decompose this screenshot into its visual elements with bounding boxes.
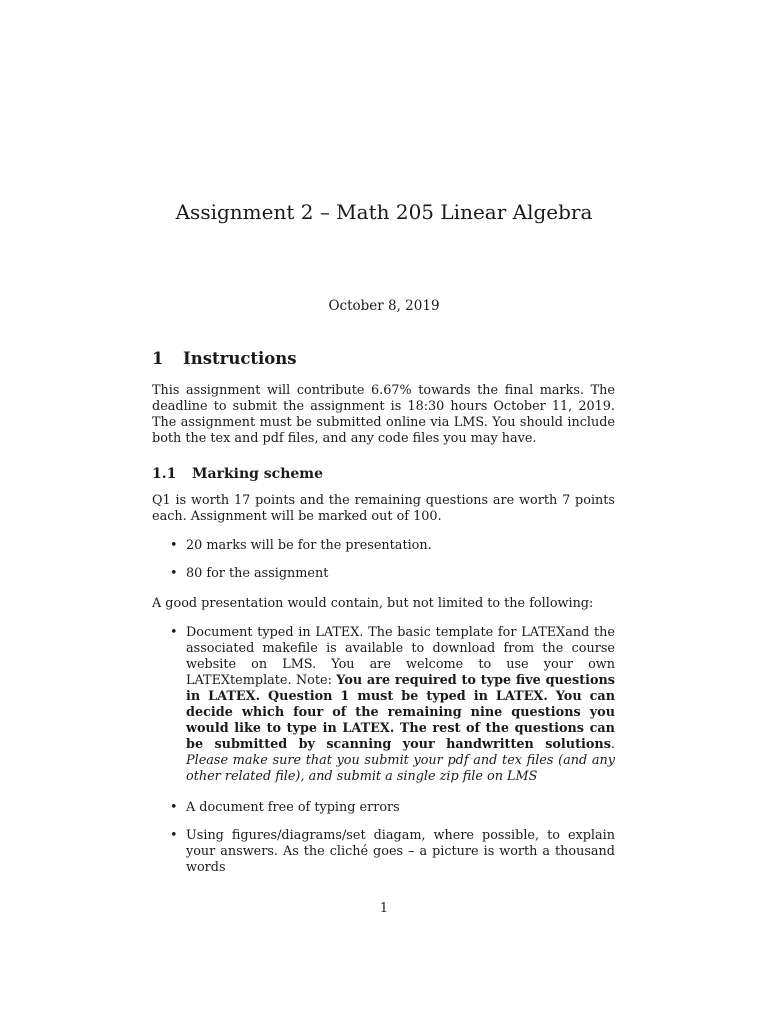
bullet-icon: • [170, 566, 178, 581]
bullet-text-part: Document typed in LATEX. The basic template for LATEXand the associated makefile is available to download from the course website on LMS. You are welcome to use your own LATEXtemplate. Note: [186, 625, 615, 688]
list-item [170, 538, 615, 554]
page-number: 1 [379, 901, 389, 916]
list-item-text: 80 for the assignment [186, 566, 329, 581]
bullet-icon: • [170, 538, 178, 553]
list-item-text [186, 625, 615, 785]
bullet-icon: • [170, 828, 178, 843]
bullet-icon: • [170, 625, 178, 640]
list-item-text: A document free of typing errors [186, 800, 400, 815]
section-heading-instructions [152, 349, 297, 368]
bullet-text-italic: Please make sure that you submit your pdf and tex files (and any other related file), and submit a single zip file on LMS [186, 753, 615, 784]
presentation-intro-text: A good presentation would contain, but not limited to the following: [152, 596, 594, 611]
marking-text: Q1 is worth 17 points and the remaining questions are worth 7 points each. Assignment will be marked out of 100. [152, 493, 615, 524]
instructions-text: This assignment will contribute 6.67% towards the final marks. The deadline to submit the assignment is 18:30 hours October 11, 2019. The assignment must be submitted online via LMS. You should include both the tex and pdf files, and any code files you may have. [152, 383, 615, 446]
list-item [170, 828, 615, 876]
bullet-icon: • [170, 800, 178, 815]
section-title: Instructions [183, 349, 297, 368]
list-item [170, 566, 615, 582]
subsection-title: Marking scheme [192, 466, 324, 482]
list-item-text: 20 marks will be for the presentation. [186, 538, 432, 553]
bullet-text-end: . [610, 737, 615, 752]
marking-paragraph [152, 493, 615, 525]
document-date: October 8, 2019 [328, 298, 440, 314]
page-title: Assignment 2 – Math 205 Linear Algebra [175, 200, 593, 224]
section-number: 1 [152, 349, 164, 368]
presentation-intro [152, 596, 615, 612]
subsection-heading-marking [152, 466, 323, 482]
instructions-paragraph [152, 383, 615, 447]
list-item [170, 800, 615, 816]
list-item [170, 625, 616, 785]
list-item-text: Using figures/diagrams/set diagam, where possible, to explain your answers. As the cliché goes – a picture is worth a thousand words [186, 828, 615, 875]
subsection-number: 1.1 [152, 466, 177, 482]
bullet-text-bold: You are required to type five questions in LATEX. Question 1 must be typed in LATEX. You can decide which four of the remaining nine questions you would like to type in LATEX. The rest of the questions can be submitted by scanning your handwritten solutions [186, 673, 616, 752]
